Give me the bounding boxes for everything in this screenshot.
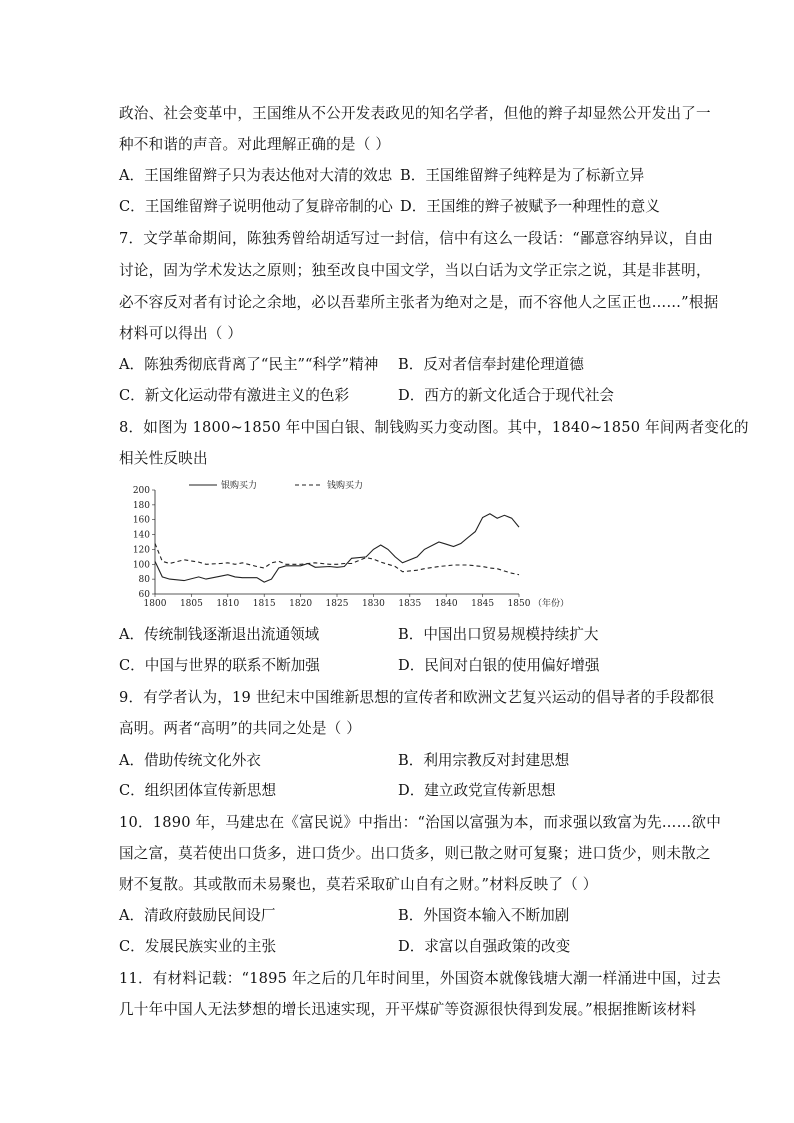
q10-line-2: 国之富，莫若使出口货多，进口货少。出口货多，则已散之财可复聚；进口货少，则未散之: [119, 845, 711, 862]
chart-axes: [133, 486, 569, 609]
x-tick-label: 1805: [179, 599, 203, 609]
q10-option-a[interactable]: A．清政府鼓励民间设厂: [119, 907, 276, 924]
y-tick-label: 120: [132, 545, 150, 556]
q6-line-2: 种不和谐的声音。对此理解正确的是（ ）: [119, 136, 391, 153]
series-line-silver: [155, 514, 519, 582]
x-tick-label: 1825: [325, 599, 349, 609]
q6-option-d[interactable]: D．王国维的辫子被赋予一种理性的意义: [400, 198, 660, 215]
series-line-copper-cash: [155, 544, 519, 575]
x-tick-label: 1850: [507, 599, 531, 609]
q6-option-b[interactable]: B．王国维留辫子纯粹是为了标新立异: [400, 167, 645, 184]
q9-line-1: 9．有学者认为，19 世纪末中国维新思想的宣传者和欧洲文艺复兴运动的倡导者的手段都很: [119, 689, 715, 706]
q8-option-b[interactable]: B．中国出口贸易规模持续扩大: [398, 626, 599, 643]
q9-option-c[interactable]: C．组织团体宣传新思想: [119, 782, 277, 799]
q7-option-a[interactable]: A．陈独秀彻底背离了“民主”“科学”精神: [119, 356, 379, 373]
q9-line-2: 高明。两者“高明”的共同之处是（ ）: [119, 720, 362, 737]
y-tick-label: 80: [138, 575, 150, 586]
x-tick-label: 1815: [252, 599, 276, 609]
chart-legend: [189, 479, 363, 491]
x-axis-unit: （年份）: [533, 599, 570, 609]
x-tick-label: 1835: [398, 599, 422, 609]
x-tick-label: 1800: [143, 599, 167, 609]
y-tick-label: 140: [132, 530, 150, 541]
x-tick-label: 1810: [216, 599, 240, 609]
q7-option-d[interactable]: D．西方的新文化适合于现代社会: [398, 387, 615, 404]
q11-line-2: 几十年中国人无法梦想的增长迅速实现，开平煤矿等资源很快得到发展。”根据推断该材料: [119, 1001, 697, 1018]
y-tick-label: 160: [132, 515, 150, 526]
y-tick-label: 200: [132, 486, 150, 496]
y-tick-label: 60: [138, 590, 150, 600]
q8-option-d[interactable]: D．民间对白银的使用偏好增强: [398, 657, 600, 674]
q8-option-a[interactable]: A．传统制钱逐渐退出流通领域: [119, 626, 320, 643]
q11-line-1: 11．有材料记载：“1895 年之后的几年时间里，外国资本就像钱塘大潮一样涌进中国，过去: [119, 970, 721, 987]
q8-line-1: 8．如图为 1800~1850 年中国白银、制钱购买力变动图。其中，1840~1850 年间两者变化的: [119, 419, 749, 436]
x-tick-label: 1845: [471, 599, 495, 609]
legend-label: 银购买力: [221, 481, 258, 491]
q6-option-a[interactable]: A．王国维留辫子只为表达他对大清的效忠: [119, 167, 393, 184]
q6-option-c[interactable]: C．王国维留辫子说明他动了复辟帝制的心: [119, 198, 393, 215]
q7-line-1: 7．文学革命期间，陈独秀曾给胡适写过一封信，信中有这么一段话：“鄙意容纳异议，自由: [119, 230, 714, 247]
q10-line-1: 10．1890 年，马建忠在《富民说》中指出：“治国以富强为本，而求强以致富为先……欲中: [119, 814, 721, 831]
q7-option-c[interactable]: C．新文化运动带有激进主义的色彩: [119, 387, 350, 404]
q8-line-2: 相关性反映出: [119, 450, 208, 467]
q10-option-c[interactable]: C．发展民族实业的主张: [119, 938, 277, 955]
q9-option-d[interactable]: D．建立政党宣传新思想: [398, 782, 556, 799]
y-tick-label: 180: [132, 500, 150, 511]
q8-option-c[interactable]: C．中国与世界的联系不断加强: [119, 657, 320, 674]
q6-line-1: 政治、社会变革中，王国维从不公开发表政见的知名学者，但他的辫子却显然公开发出了一: [119, 105, 711, 122]
q10-option-b[interactable]: B．外国资本输入不断加剧: [398, 907, 570, 924]
chart-series-lines: [155, 514, 519, 582]
x-tick-label: 1830: [361, 599, 385, 609]
q10-line-3: 财不复散。其或散而未易聚也，莫若采取矿山自有之财。”材料反映了（ ）: [119, 876, 598, 893]
q7-line-3: 必不容反对者有讨论之余地，必以吾辈所主张者为绝对之是，而不容他人之匡正也……”根据: [119, 294, 719, 311]
y-tick-label: 100: [132, 560, 150, 571]
q7-line-4: 材料可以得出（ ）: [119, 325, 243, 342]
x-tick-label: 1820: [289, 599, 313, 609]
purchasing-power-chart: [119, 476, 589, 610]
x-tick-label: 1840: [434, 599, 458, 609]
q7-option-b[interactable]: B．反对者信奉封建伦理道德: [398, 356, 584, 373]
q9-option-b[interactable]: B．利用宗教反对封建思想: [398, 752, 570, 769]
legend-label: 钱购买力: [327, 481, 364, 491]
q9-option-a[interactable]: A．借助传统文化外衣: [119, 752, 261, 769]
q10-option-d[interactable]: D．求富以自强政策的改变: [398, 938, 571, 955]
q7-line-2: 讨论，固为学术发达之原则；独至改良中国文学，当以白话为文学正宗之说，其是非甚明，: [119, 262, 711, 279]
